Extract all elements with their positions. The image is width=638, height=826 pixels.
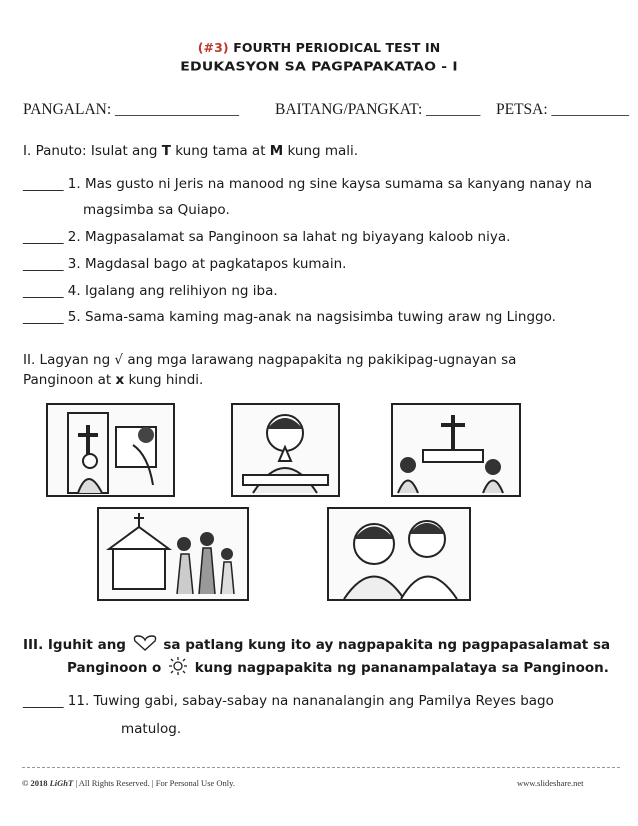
heart-icon [133, 635, 157, 655]
question-11: ______ 11. Tuwing gabi, sabay-sabay na nananalangin ang Pamilya Reyes bago [23, 693, 554, 709]
part3-instruction-line1 [23, 635, 610, 655]
question-3: ______ 3. Magdasal bago at pagkatapos kumain. [23, 256, 347, 272]
question-2: ______ 2. Magpasalamat sa Panginoon sa lahat ng biyayang kaloob niya. [23, 229, 511, 245]
part2-text: Panginoon at [23, 372, 116, 388]
picture-boys-talking [327, 507, 471, 601]
part3-text: III. Iguhit ang [23, 637, 126, 653]
part2-text2: kung hindi. [124, 372, 204, 388]
part2-instruction-line2 [23, 372, 203, 388]
part3-text2: sa patlang kung ito ay nagpapakita ng pagpapasalamat sa [158, 637, 611, 653]
footer-divider [22, 767, 620, 768]
part1-instr-text: I. Panuto: Isulat ang [23, 143, 162, 159]
footer-copyright [22, 778, 235, 788]
question-5: ______ 5. Sama-sama kaming mag-anak na nagsisimba tuwing araw ng Linggo. [23, 309, 556, 325]
footer-website: www.slideshare.net [517, 778, 584, 788]
part1-instr-t: T [161, 143, 171, 159]
footer-rights: | All Rights Reserved. | For Personal Use Only. [73, 778, 235, 788]
grade-field-label: BAITANG/PANGKAT: _______ [275, 101, 481, 118]
test-title [0, 40, 638, 55]
picture-children-church-door [46, 403, 175, 497]
part2-instruction-line1: II. Lagyan ng √ ang mga larawang nagpapakita ng pakikipag-ugnayan sa [23, 352, 517, 368]
subject-title: EDUKASYON SA PAGPAPAKATAO - I [180, 59, 458, 75]
question-1: ______ 1. Mas gusto ni Jeris na manood ng sine kaysa sumama sa kanyang nanay na [23, 176, 593, 192]
part1-instr-text2: kung tama at [170, 143, 270, 159]
question-4: ______ 4. Igalang ang relihiyon ng iba. [23, 283, 278, 299]
date-field-label: PETSA: __________ [496, 101, 630, 118]
part3-text4: kung nagpapakita ng pananampalataya sa Panginoon. [190, 660, 609, 676]
part3-text3: Panginoon o [67, 660, 166, 676]
name-field-label: PANGALAN: ________________ [23, 101, 240, 118]
footer-brand: LiGhT [49, 778, 74, 788]
part1-instructions [23, 143, 358, 159]
picture-family-walking-to-church [97, 507, 249, 601]
part3-instruction-line2 [67, 657, 609, 679]
picture-boy-praying [231, 403, 340, 497]
sun-icon [168, 657, 188, 679]
question-1-continued: magsimba sa Quiapo. [83, 202, 230, 218]
picture-people-at-altar [391, 403, 521, 497]
part1-instr-m: M [269, 143, 284, 159]
question-11-continued: matulog. [121, 721, 182, 737]
part2-x: x [115, 372, 125, 388]
test-title-text: FOURTH PERIODICAL TEST IN [233, 40, 441, 55]
part1-instr-text3: kung mali. [283, 143, 359, 159]
footer-year: © 2018 [22, 778, 50, 788]
test-number: (#3) [197, 40, 229, 55]
